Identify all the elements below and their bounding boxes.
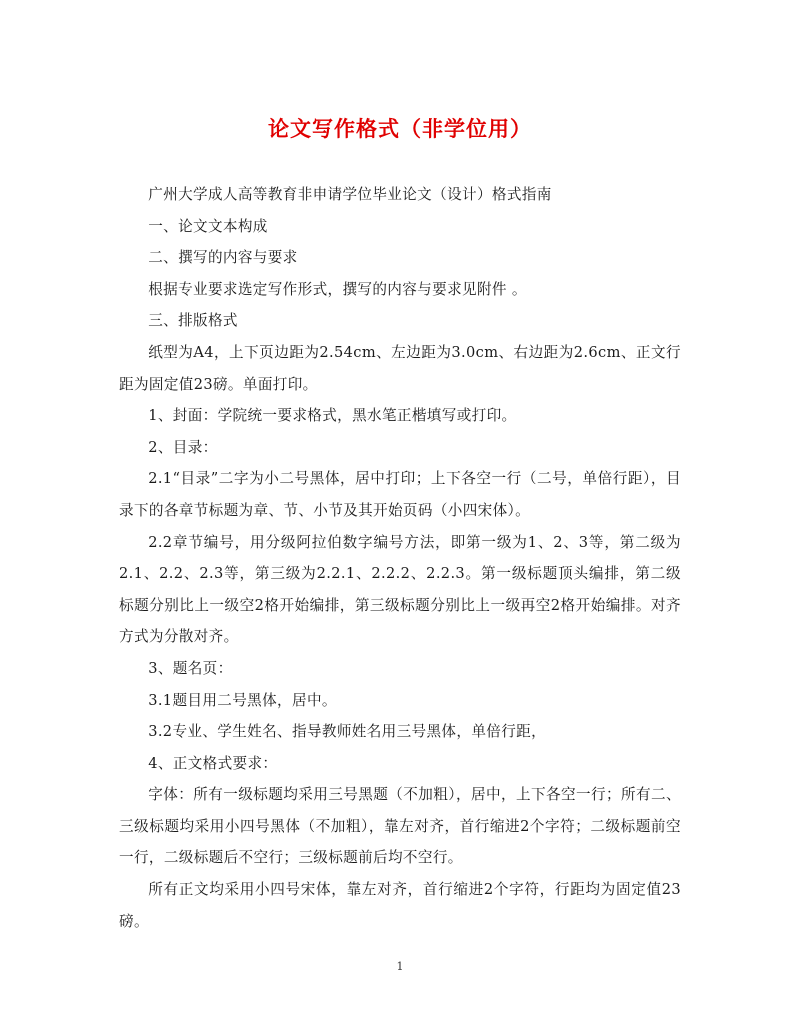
paragraph-font-rules: 字体：所有一级标题均采用三号黑题（不加粗），居中，上下各空一行；所有二、三级标题均采用小四号黑体（不加粗），靠左对齐，首行缩进2个字符；二级标题前空一行，二级标题后不空行；三级标题前后均不空行。 [119, 786, 681, 867]
paragraph-title-page-3-2: 3.2专业、学生姓名、指导教师姓名用三号黑体，单倍行距， [148, 723, 547, 741]
paragraph-section-1: 一、论文文本构成 [148, 217, 268, 235]
paragraph-body-font: 所有正文均采用小四号宋体，靠左对齐，首行缩进2个字符，行距均为固定值23磅。 [119, 881, 681, 930]
paragraph-section-2: 二、撰写的内容与要求 [148, 249, 298, 267]
document-body [119, 179, 681, 937]
paragraph-guide-title: 广州大学成人高等教育非申请学位毕业论文（设计）格式指南 [148, 186, 552, 203]
document-title: 论文写作格式（非学位用） [268, 117, 532, 141]
paragraph-cover: 1、封面：学院统一要求格式，黑水笔正楷填写或打印。 [148, 407, 517, 425]
paragraph-section-3: 三、排版格式 [148, 312, 238, 330]
paragraph-title-page-3-1: 3.1题目用二号黑体，居中。 [148, 691, 337, 709]
paragraph-writing-form: 根据专业要求选定写作形式，撰写的内容与要求见附件 。 [148, 280, 527, 298]
paragraph-title-page: 3、题名页： [148, 659, 233, 677]
paragraph-toc: 2、目录： [148, 438, 218, 456]
paragraph-toc-2-1: 2.1“目录”二字为小二号黑体，居中打印；上下各空一行（二号，单倍行距），目录下的各章节标题为章、节、小节及其开始页码（小四宋体）。 [119, 470, 681, 519]
paragraph-toc-2-2: 2.2章节编号，用分级阿拉伯数字编号方法，即第一级为1、2、3等，第二级为2.1、2.2、2.3等，第三级为2.2.1、2.2.2、2.2.3。第一级标题顶头编排，第二级标题分别比上一级空2格开始编排，第三级标题分别比上一级再空2格开始编排。对齐方式为分散对齐。 [119, 533, 681, 646]
paragraph-body-format: 4、正文格式要求： [148, 754, 278, 772]
paragraph-paper-size: 纸型为A4，上下页边距为2.54cm、左边距为3.0cm、右边距为2.6cm、正文行距为固定值23磅。单面打印。 [119, 343, 681, 393]
page-number: 1 [396, 960, 404, 973]
